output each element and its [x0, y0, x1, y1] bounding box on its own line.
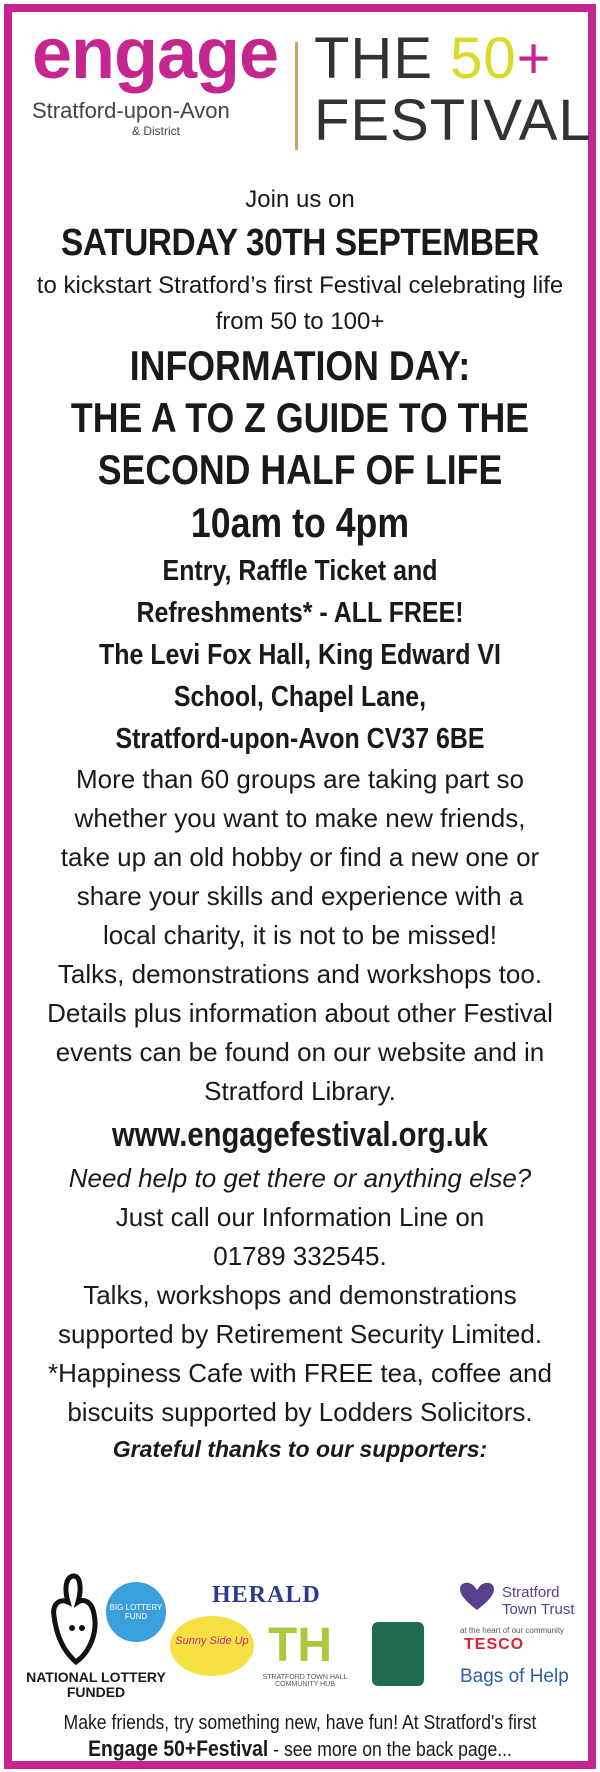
- festival-word: FESTIVAL: [314, 88, 592, 153]
- support-line-3: *Happiness Cafe with FREE tea, coffee and: [48, 1358, 552, 1388]
- entry-line-2: Refreshments* - ALL FREE!: [136, 597, 464, 629]
- help-phone: 01789 332545.: [213, 1241, 387, 1271]
- body-line-1: More than 60 groups are taking part so: [75, 764, 525, 794]
- footer-back-page: - see more on the back page...: [268, 1739, 512, 1761]
- lottery-crossed-fingers-icon: [46, 1572, 102, 1668]
- logo-header: [12, 12, 592, 162]
- bags-of-help-logo: Bags of Help: [460, 1666, 569, 1687]
- lottery-funded-label: NATIONAL LOTTERY FUNDED: [26, 1669, 166, 1700]
- event-title-1: INFORMATION DAY:: [129, 342, 471, 389]
- footer-brand: Engage 50+Festival: [88, 1736, 269, 1761]
- body-line-6: Talks, demonstrations and workshops too.: [57, 959, 543, 989]
- town-hall-hub-subtitle: STRATFORD TOWN HALL COMMUNITY HUB: [262, 1674, 348, 1688]
- seal-logo-icon: [372, 1622, 424, 1686]
- event-date: SATURDAY 30TH SEPTEMBER: [61, 222, 539, 264]
- support-line-4: biscuits supported by Lodders Solicitors.: [67, 1397, 533, 1427]
- support-line-2: supported by Retirement Security Limited.: [57, 1319, 543, 1349]
- festival-plus: +: [516, 26, 552, 91]
- body-line-4: share your skills and experience with a: [76, 881, 524, 911]
- body-line-5: local charity, it is not to be missed!: [102, 920, 497, 950]
- thanks-heading: Grateful thanks to our supporters:: [112, 1436, 488, 1462]
- festival-logo-line1: [314, 26, 552, 91]
- herald-logo: HERALD: [212, 1582, 321, 1608]
- help-question: Need help to get there or anything else?: [68, 1163, 532, 1193]
- event-time: 10am to 4pm: [190, 499, 410, 546]
- entry-line-1: Entry, Raffle Ticket and: [162, 555, 438, 587]
- logo-divider: [295, 42, 298, 150]
- kickstart-line-1: to kickstart Stratford’s first Festival celebrating life: [36, 272, 564, 299]
- engage-logo-word: engage: [32, 14, 279, 94]
- stratford-town-trust-logo: Stratford Town Trust: [502, 1584, 575, 1618]
- body-line-7: Details plus information about other Festival: [47, 998, 553, 1028]
- big-lottery-fund-logo: BIG LOTTERY FUND: [106, 1582, 166, 1642]
- body-line-8: events can be found on our website and in: [55, 1037, 545, 1067]
- body-line-2: whether you want to make new friends,: [74, 803, 526, 833]
- festival-fifty: 50: [450, 26, 517, 91]
- event-title-3: SECOND HALF OF LIFE: [97, 446, 503, 493]
- tesco-logo: TESCO: [464, 1636, 525, 1653]
- tesco-tagline: at the heart of our community: [460, 1626, 565, 1635]
- sunny-side-up-logo: Sunny Side Up: [170, 1616, 254, 1676]
- town-hall-hub-logo: TH: [268, 1619, 332, 1672]
- join-text: Join us on: [245, 186, 355, 213]
- footer-line-1: Make friends, try something new, have fun! At Stratford's first: [63, 1712, 537, 1734]
- festival-the: THE: [314, 26, 433, 91]
- event-title-2: THE A TO Z GUIDE TO THE: [70, 394, 530, 441]
- footer: [12, 1710, 588, 1763]
- flyer-frame: [4, 4, 596, 1769]
- sponsor-logos: [12, 1562, 588, 1712]
- heart-icon: [460, 1582, 494, 1612]
- help-call: Just call our Information Line on: [115, 1202, 485, 1232]
- main-content: [12, 182, 588, 1466]
- footer-line-2: [47, 1736, 554, 1763]
- venue-line-1: The Levi Fox Hall, King Edward VI: [99, 639, 501, 671]
- support-line-1: Talks, workshops and demonstrations: [83, 1280, 517, 1310]
- body-line-3: take up an old hobby or find a new one or: [60, 842, 540, 872]
- body-line-9: Stratford Library.: [204, 1076, 396, 1106]
- website-link[interactable]: www.engagefestival.org.uk: [112, 1116, 488, 1154]
- engage-location: Stratford-upon-Avon: [32, 98, 230, 123]
- engage-district: & District: [132, 124, 180, 138]
- venue-line-3: Stratford-upon-Avon CV37 6BE: [115, 723, 485, 755]
- venue-line-2: School, Chapel Lane,: [173, 681, 427, 713]
- kickstart-line-2: from 50 to 100+: [215, 308, 385, 335]
